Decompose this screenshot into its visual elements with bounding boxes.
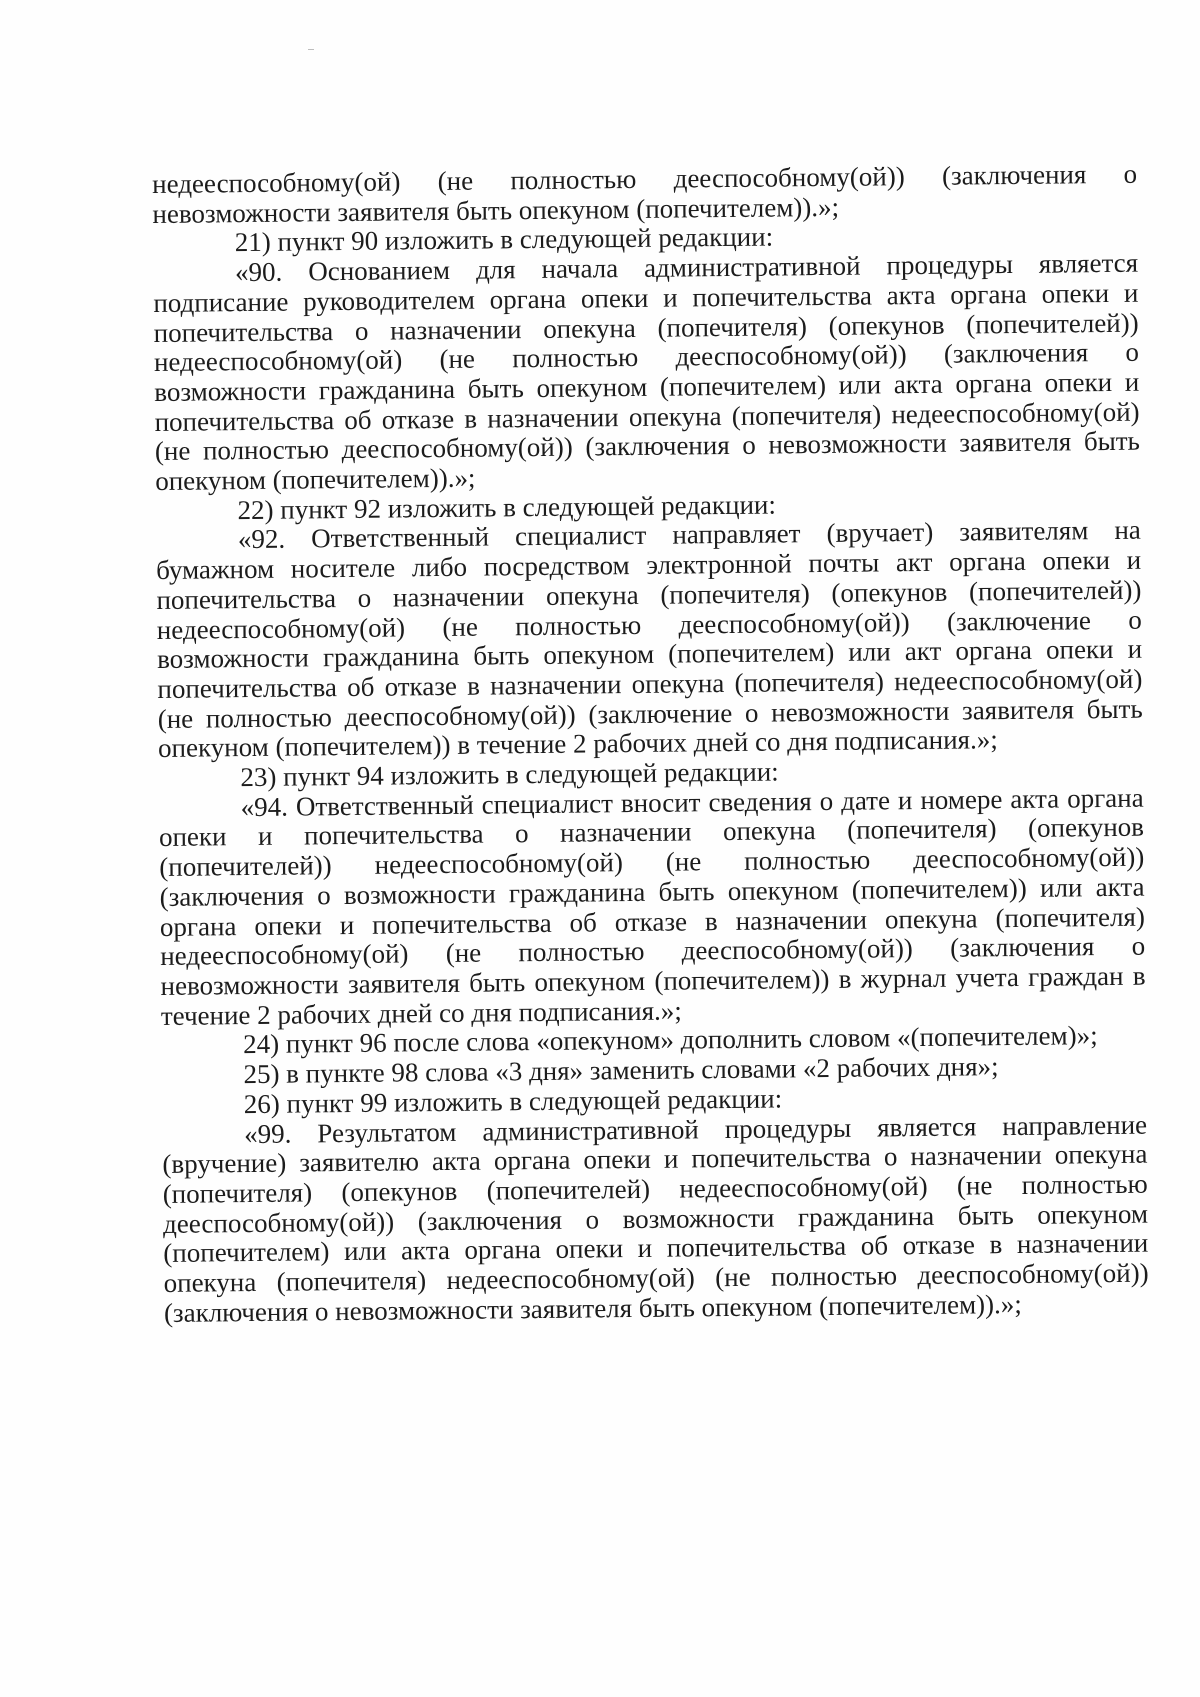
paragraph-item-23: 23) пункт 94 изложить в следующей редакции: — [240, 756, 779, 793]
paragraph-point-94: «94. Ответственный специалист вносит сведения о дате и номере акта органа опеки и попечительства о назначении опекуна (попечителя) (опекунов (попечителей)) недееспособному(ой) (не полностью дееспособному(ой)) (заключения о возможности гражданина быть опекуном (попечителем)) или акта органа опеки и попечительства об отказе в назначении опекуна (попечителя) недееспособному(ой) (не полностью дееспособному(ой)) (заключения о невозможности заявителя быть опекуном (попечителем)) в журнал учета граждан в течение 2 рабочих дней со дня подписания.»; — [158, 782, 1146, 1031]
paragraph-point-92: «92. Ответственный специалист направляет (вручает) заявителям на бумажном носителе либо посредством электронной почты акт органа опеки и попечительства о назначении опекуна (попечителя) (опекунов (попечителей)) недееспособному(ой) (не полностью дееспособному(ой)) (заключение о возможности гражданина быть опекуном (попечителем) или акт органа опеки и попечительства об отказе в назначении опекуна (попечителя) недееспособному(ой) (не полностью дееспособному(ой)) (заключение о невозможности заявителя быть опекуном (попечителем)) в течение 2 рабочих дней со дня подписания.»; — [156, 515, 1143, 764]
paragraph-item-21: 21) пункт 90 изложить в следующей редакции: — [234, 221, 774, 258]
paragraph-item-26: 26) пункт 99 изложить в следующей редакции: — [243, 1083, 783, 1119]
paragraph-item-25: 25) в пункте 98 слова «3 дня» заменить словами «2 рабочих дня»; — [243, 1051, 999, 1090]
paragraph-continuation: недееспособному(ой) (не полностью дееспособному(ой)) (заключения о невозможности заявителя быть опекуном (попечителем)).»; — [151, 158, 1138, 229]
paragraph-point-99: «99. Результатом административной процедуры является направление (вручение) заявителю акта органа опеки и попечительства о назначении опекуна (попечителя) (опекунов (попечителей) недееспособному(ой) (не полностью дееспособному(ой)) (заключения о возможности гражданина быть опекуном (попечителем) или акта органа опеки и попечительства об отказе в назначении опекуна (попечителя) недееспособному(ой) (не полностью дееспособному(ой)) (заключения о невозможности заявителя быть опекуном (попечителем)).»; — [162, 1109, 1149, 1328]
paragraph-point-90: «90. Основанием для начала административной процедуры является подписание руководителем органа опеки и попечительства акта органа опеки и попечительства о назначении опекуна (попечителя) (опекунов (попечителей)) недееспособному(ой) (не полностью дееспособному(ой)) (заключения о возможности гражданина быть опекуном (попечителем) или акта органа опеки и попечительства об отказе в назначении опекуна (попечителя) недееспособному(ой) (не полностью дееспособному(ой)) (заключения о невозможности заявителя быть опекуном (попечителем)).»; — [153, 247, 1141, 497]
paragraph-item-22: 22) пункт 92 изложить в следующей редакции: — [237, 489, 777, 525]
paragraph-item-24: 24) пункт 96 после слова «опекуном» дополнить словом «(попечителем)»; — [243, 1020, 1098, 1060]
document-body — [152, 160, 1149, 1329]
scan-artifact — [308, 49, 314, 50]
